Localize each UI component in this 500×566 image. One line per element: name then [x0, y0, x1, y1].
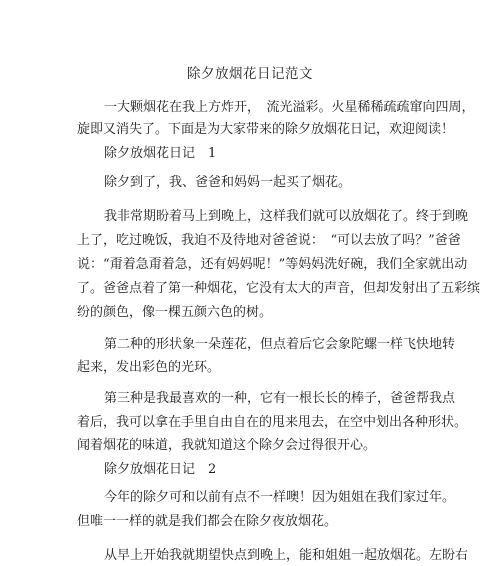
- section-2-paragraph-1-line-1: 今年的除夕可和以前有点不一样噢！因为姐姐在我们家过年。: [104, 490, 456, 505]
- section-1-paragraph-2-line-1: 我非常期盼着马上到晚上，这样我们就可以放烟花了。终于到晚: [104, 209, 469, 224]
- section-1-paragraph-4-line-1: 第三种是我最喜欢的一种，它有一根长长的棒子，爸爸帮我点: [104, 391, 456, 406]
- document-title: 除夕放烟花日记范文: [187, 66, 313, 82]
- section-1-paragraph-3-line-2: 起来，发出彩色的光环。: [77, 360, 221, 375]
- intro-line-2: 旋即又消失了。下面是为大家带来的除夕放烟花日记，欢迎阅读！: [77, 122, 455, 137]
- section-1-paragraph-2-line-5: 纷的颜色，像一棵五颜六色的树。: [77, 305, 273, 320]
- section-1-paragraph-2-line-3: 说：“甭着急甭着急，还有妈妈呢！”等妈妈洗好碗，我们全家就出动: [77, 257, 468, 272]
- section-1-paragraph-4-line-2: 着后，我可以拿在手里自由自在的甩来甩去，在空中划出各种形状。: [77, 415, 468, 430]
- section-1-heading: 除夕放烟花日记 1: [104, 146, 217, 161]
- intro-line-1: 一大颗烟花在我上方炸开， 流光溢彩。火星稀稀疏疏窜向四周，: [104, 100, 475, 115]
- section-1-paragraph-2-line-4: 了。爸爸点着了第一种烟花，它没有太大的声音，但却发射出了五彩缤: [77, 281, 481, 296]
- section-2-heading: 除夕放烟花日记 2: [104, 462, 217, 477]
- section-1-paragraph-3-line-1: 第二种的形状象一朵莲花，但点着后它会象陀螺一样飞快地转: [104, 337, 456, 352]
- section-1-paragraph-4-line-3: 闻着烟花的味道，我就知道这个除夕会过得很开心。: [77, 438, 377, 453]
- section-2-paragraph-2-line-1: 从早上开始我就期望快点到晚上，能和姐姐一起放烟花。左盼右: [104, 548, 469, 563]
- section-2-paragraph-1-line-2: 但唯一一样的就是我们都会在除夕夜放烟花。: [77, 514, 338, 529]
- section-1-paragraph-2-line-2: 上了，吃过晚饭，我迫不及待地对爸爸说： “可以去放了吗？”爸爸: [77, 233, 461, 248]
- section-1-paragraph-1: 除夕到了，我、爸爸和妈妈一起买了烟花。: [104, 175, 352, 190]
